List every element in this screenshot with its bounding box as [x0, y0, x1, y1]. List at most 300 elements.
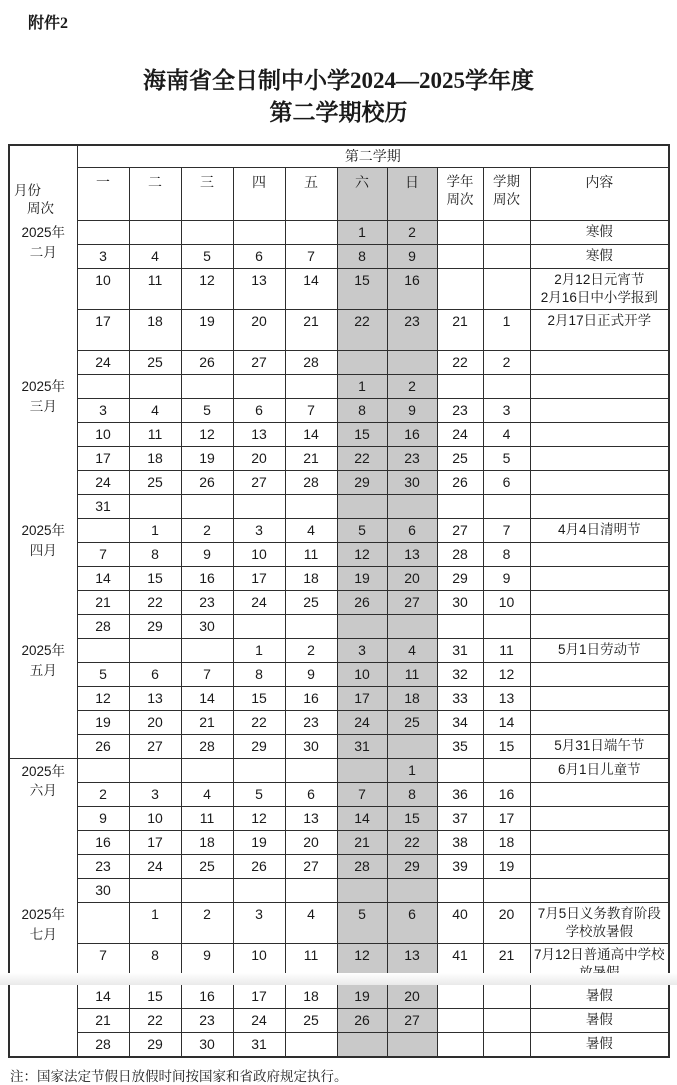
table-row: [9, 268, 669, 309]
corner-header-line-1: 月份: [14, 182, 41, 198]
table-row: [9, 758, 669, 782]
calendar-day-cell: 24: [233, 590, 285, 614]
table-row: [9, 590, 669, 614]
calendar-day-cell: 16: [387, 422, 437, 446]
year-week-cell: 32: [437, 662, 483, 686]
calendar-day-cell: 1: [233, 638, 285, 662]
year-week-cell: 21: [437, 309, 483, 350]
calendar-day-cell: 7: [181, 662, 233, 686]
calendar-day-cell: 10: [337, 662, 387, 686]
semester-week-cell: 14: [483, 710, 530, 734]
calendar-day-cell: 9: [181, 943, 233, 984]
year-week-cell: 31: [437, 638, 483, 662]
content-cell: [530, 614, 669, 638]
calendar-day-cell: 21: [337, 830, 387, 854]
year-week-cell: [437, 984, 483, 1008]
semester-week-cell: [483, 220, 530, 244]
calendar-day-cell: 18: [285, 984, 337, 1008]
day-header-thu: 四: [233, 167, 285, 220]
calendar-day-cell: 6: [233, 244, 285, 268]
calendar-day-cell: 3: [77, 244, 129, 268]
calendar-day-cell: 2: [387, 374, 437, 398]
calendar-day-cell: 20: [387, 984, 437, 1008]
calendar-day-cell: 9: [285, 662, 337, 686]
year-week-cell: [437, 374, 483, 398]
month-week-corner-header: [9, 145, 77, 220]
table-row: [9, 542, 669, 566]
calendar-day-cell: [181, 220, 233, 244]
calendar-day-cell: 12: [77, 686, 129, 710]
calendar-day-cell: 14: [77, 566, 129, 590]
semester-week-cell: [483, 244, 530, 268]
calendar-day-cell: 1: [337, 220, 387, 244]
table-row: [9, 518, 669, 542]
calendar-day-cell: 29: [129, 1032, 181, 1057]
calendar-day-cell: 8: [129, 542, 181, 566]
corner-header-line-2: 周次: [27, 200, 54, 216]
table-row: [9, 422, 669, 446]
calendar-day-cell: 28: [285, 350, 337, 374]
semester-week-cell: 5: [483, 446, 530, 470]
content-cell: [530, 830, 669, 854]
calendar-day-cell: 2: [181, 902, 233, 943]
calendar-day-cell: 23: [77, 854, 129, 878]
calendar-day-cell: 22: [129, 590, 181, 614]
table-row: [9, 614, 669, 638]
calendar-day-cell: 9: [77, 806, 129, 830]
calendar-day-cell: 25: [285, 1008, 337, 1032]
calendar-day-cell: 23: [181, 1008, 233, 1032]
calendar-day-cell: 26: [337, 1008, 387, 1032]
calendar-day-cell: 21: [77, 1008, 129, 1032]
page-title: [0, 65, 677, 129]
calendar-day-cell: 31: [337, 734, 387, 758]
calendar-day-cell: 12: [181, 422, 233, 446]
table-row: [9, 309, 669, 350]
year-week-cell: 35: [437, 734, 483, 758]
content-cell: [530, 422, 669, 446]
semester-week-cell: [483, 1032, 530, 1057]
calendar-day-cell: 3: [233, 518, 285, 542]
calendar-day-cell: 8: [337, 398, 387, 422]
calendar-day-cell: 4: [181, 782, 233, 806]
semester-week-cell: 7: [483, 518, 530, 542]
calendar-day-cell: 8: [129, 943, 181, 984]
calendar-day-cell: 21: [181, 710, 233, 734]
attachment-label: 附件2: [28, 15, 69, 32]
content-cell: 2月12日元宵节 2月16日中小学报到: [530, 268, 669, 309]
calendar-day-cell: 22: [387, 830, 437, 854]
content-cell: 寒假: [530, 220, 669, 244]
calendar-day-cell: 31: [77, 494, 129, 518]
calendar-day-cell: [285, 494, 337, 518]
calendar-day-cell: 20: [233, 446, 285, 470]
calendar-day-cell: 14: [285, 422, 337, 446]
table-row: [9, 662, 669, 686]
table-row: [9, 782, 669, 806]
calendar-day-cell: 26: [337, 590, 387, 614]
calendar-day-cell: 4: [387, 638, 437, 662]
table-row: [9, 830, 669, 854]
calendar-day-cell: [233, 614, 285, 638]
content-cell: [530, 662, 669, 686]
calendar-day-cell: [77, 758, 129, 782]
table-row: [9, 638, 669, 662]
month-label-cell: 2025年 二月: [9, 220, 77, 374]
calendar-day-cell: 3: [233, 902, 285, 943]
calendar-day-cell: 7: [77, 542, 129, 566]
calendar-day-cell: 9: [181, 542, 233, 566]
year-week-header: 学年 周次: [437, 167, 483, 220]
calendar-day-cell: 27: [285, 854, 337, 878]
calendar-day-cell: [233, 220, 285, 244]
semester-header-row: [9, 145, 669, 167]
year-week-cell: [437, 1032, 483, 1057]
calendar-day-cell: 2: [181, 518, 233, 542]
calendar-day-cell: 27: [129, 734, 181, 758]
calendar-day-cell: [337, 1032, 387, 1057]
calendar-day-cell: 24: [337, 710, 387, 734]
calendar-day-cell: 29: [387, 854, 437, 878]
semester-week-cell: 9: [483, 566, 530, 590]
table-row: [9, 566, 669, 590]
calendar-day-cell: 27: [233, 350, 285, 374]
calendar-day-cell: [77, 902, 129, 943]
content-cell: [530, 350, 669, 374]
semester-week-cell: [483, 1008, 530, 1032]
calendar-day-cell: 8: [387, 782, 437, 806]
calendar-table: [8, 144, 670, 1057]
calendar-day-cell: [387, 494, 437, 518]
calendar-day-cell: 3: [77, 398, 129, 422]
semester-week-cell: [483, 494, 530, 518]
calendar-day-cell: [337, 878, 387, 902]
table-row: [9, 220, 669, 244]
content-cell: 6月1日儿童节: [530, 758, 669, 782]
calendar-day-cell: 7: [285, 244, 337, 268]
day-header-row: [9, 167, 669, 220]
calendar-day-cell: [337, 614, 387, 638]
day-header-sat: 六: [337, 167, 387, 220]
footnote: 注：国家法定节假日放假时间按国家和省政府规定执行。: [10, 1068, 348, 1084]
content-cell: 2月17日正式开学: [530, 309, 669, 350]
calendar-day-cell: 15: [129, 566, 181, 590]
content-cell: 暑假: [530, 1032, 669, 1057]
calendar-day-cell: 11: [285, 943, 337, 984]
year-week-cell: 22: [437, 350, 483, 374]
content-cell: 暑假: [530, 1008, 669, 1032]
calendar-day-cell: 17: [77, 309, 129, 350]
content-cell: [530, 590, 669, 614]
content-cell: 4月4日清明节: [530, 518, 669, 542]
year-week-cell: 36: [437, 782, 483, 806]
calendar-day-cell: [387, 734, 437, 758]
table-row: [9, 1008, 669, 1032]
semester-week-cell: 18: [483, 830, 530, 854]
month-label-cell: 2025年 四月: [9, 518, 77, 638]
semester-week-cell: [483, 268, 530, 309]
calendar-day-cell: [387, 1032, 437, 1057]
calendar-day-cell: [233, 374, 285, 398]
semester-week-cell: 13: [483, 686, 530, 710]
calendar-day-cell: 4: [129, 398, 181, 422]
calendar-day-cell: 18: [129, 309, 181, 350]
calendar-day-cell: 19: [181, 309, 233, 350]
year-week-cell: 23: [437, 398, 483, 422]
calendar-day-cell: 4: [285, 902, 337, 943]
calendar-day-cell: 5: [337, 902, 387, 943]
semester-week-header: 学期 周次: [483, 167, 530, 220]
calendar-day-cell: 26: [181, 470, 233, 494]
calendar-day-cell: [337, 758, 387, 782]
semester-week-cell: 19: [483, 854, 530, 878]
calendar-day-cell: 6: [285, 782, 337, 806]
content-cell: 5月1日劳动节: [530, 638, 669, 662]
content-header: 内容: [530, 167, 669, 220]
page-bottom-edge: [0, 973, 677, 985]
table-row: [9, 854, 669, 878]
calendar-day-cell: 25: [387, 710, 437, 734]
calendar-day-cell: 13: [387, 943, 437, 984]
year-week-cell: 25: [437, 446, 483, 470]
calendar-day-cell: 24: [233, 1008, 285, 1032]
year-week-cell: 41: [437, 943, 483, 984]
calendar-day-cell: 18: [129, 446, 181, 470]
calendar-day-cell: 14: [181, 686, 233, 710]
year-week-cell: 30: [437, 590, 483, 614]
calendar-day-cell: [129, 374, 181, 398]
calendar-day-cell: 7: [285, 398, 337, 422]
content-cell: [530, 470, 669, 494]
calendar-day-cell: 9: [387, 398, 437, 422]
calendar-day-cell: 16: [387, 268, 437, 309]
day-header-tue: 二: [129, 167, 181, 220]
calendar-day-cell: 23: [387, 446, 437, 470]
calendar-day-cell: 5: [77, 662, 129, 686]
calendar-day-cell: [337, 350, 387, 374]
content-cell: [530, 878, 669, 902]
calendar-day-cell: 21: [285, 309, 337, 350]
calendar-day-cell: 20: [387, 566, 437, 590]
year-week-cell: [437, 878, 483, 902]
page-title-line-2: 第二学期校历: [269, 100, 408, 126]
calendar-day-cell: 18: [181, 830, 233, 854]
calendar-day-cell: 8: [233, 662, 285, 686]
calendar-day-cell: 20: [129, 710, 181, 734]
table-row: [9, 710, 669, 734]
year-week-cell: 38: [437, 830, 483, 854]
calendar-day-cell: 15: [337, 422, 387, 446]
table-row: [9, 470, 669, 494]
year-week-cell: 33: [437, 686, 483, 710]
calendar-day-cell: 10: [77, 268, 129, 309]
year-week-cell: [437, 758, 483, 782]
year-week-cell: [437, 244, 483, 268]
table-row: [9, 734, 669, 758]
calendar-day-cell: 29: [233, 734, 285, 758]
calendar-day-cell: [77, 518, 129, 542]
calendar-day-cell: 1: [337, 374, 387, 398]
calendar-day-cell: 15: [129, 984, 181, 1008]
month-label-cell: 2025年 六月: [9, 758, 77, 902]
calendar-day-cell: 5: [337, 518, 387, 542]
calendar-day-cell: 13: [233, 422, 285, 446]
calendar-day-cell: 21: [285, 446, 337, 470]
calendar-day-cell: 5: [181, 398, 233, 422]
calendar-day-cell: 22: [337, 446, 387, 470]
calendar-day-cell: 17: [129, 830, 181, 854]
calendar-day-cell: 7: [337, 782, 387, 806]
table-row: [9, 350, 669, 374]
calendar-body: [9, 220, 669, 1057]
day-header-sun: 日: [387, 167, 437, 220]
calendar-day-cell: 13: [233, 268, 285, 309]
semester-week-cell: 4: [483, 422, 530, 446]
calendar-day-cell: 11: [387, 662, 437, 686]
calendar-day-cell: [129, 878, 181, 902]
year-week-cell: 34: [437, 710, 483, 734]
day-header-fri: 五: [285, 167, 337, 220]
calendar-day-cell: 27: [233, 470, 285, 494]
semester-week-cell: 21: [483, 943, 530, 984]
calendar-day-cell: 25: [129, 350, 181, 374]
calendar-day-cell: [233, 494, 285, 518]
calendar-day-cell: 17: [233, 984, 285, 1008]
calendar-day-cell: [387, 878, 437, 902]
year-week-cell: 24: [437, 422, 483, 446]
calendar-day-cell: 2: [285, 638, 337, 662]
year-week-cell: 40: [437, 902, 483, 943]
calendar-day-cell: [285, 758, 337, 782]
calendar-day-cell: 1: [129, 902, 181, 943]
day-header-wed: 三: [181, 167, 233, 220]
calendar-day-cell: 13: [387, 542, 437, 566]
calendar-day-cell: [77, 374, 129, 398]
calendar-day-cell: 29: [337, 470, 387, 494]
content-cell: [530, 686, 669, 710]
table-row: [9, 374, 669, 398]
semester-week-cell: [483, 984, 530, 1008]
content-cell: [530, 806, 669, 830]
calendar-day-cell: [181, 878, 233, 902]
calendar-day-cell: 3: [337, 638, 387, 662]
semester-week-cell: 20: [483, 902, 530, 943]
calendar-day-cell: 31: [233, 1032, 285, 1057]
calendar-day-cell: 13: [285, 806, 337, 830]
calendar-day-cell: 2: [387, 220, 437, 244]
semester-week-cell: 16: [483, 782, 530, 806]
calendar-day-cell: 10: [233, 542, 285, 566]
table-row: [9, 244, 669, 268]
year-week-cell: 29: [437, 566, 483, 590]
month-label-cell: 2025年 七月: [9, 902, 77, 1057]
calendar-day-cell: 30: [285, 734, 337, 758]
calendar-day-cell: 12: [233, 806, 285, 830]
year-week-cell: [437, 614, 483, 638]
calendar-day-cell: [77, 220, 129, 244]
year-week-cell: 26: [437, 470, 483, 494]
content-cell: [530, 710, 669, 734]
calendar-day-cell: 24: [129, 854, 181, 878]
semester-week-cell: 10: [483, 590, 530, 614]
calendar-day-cell: 9: [387, 244, 437, 268]
year-week-cell: 28: [437, 542, 483, 566]
year-week-cell: [437, 268, 483, 309]
calendar-day-cell: 11: [129, 268, 181, 309]
calendar-day-cell: 24: [77, 350, 129, 374]
calendar-day-cell: 25: [285, 590, 337, 614]
calendar-day-cell: 21: [77, 590, 129, 614]
content-cell: 5月31日端午节: [530, 734, 669, 758]
calendar-day-cell: [129, 494, 181, 518]
calendar-day-cell: [233, 878, 285, 902]
calendar-day-cell: 16: [77, 830, 129, 854]
calendar-day-cell: 25: [181, 854, 233, 878]
page-title-line-1: 海南省全日制中小学2024—2025学年度: [143, 68, 534, 93]
calendar-day-cell: 19: [233, 830, 285, 854]
table-row: [9, 878, 669, 902]
table-row: [9, 686, 669, 710]
calendar-day-cell: 4: [129, 244, 181, 268]
year-week-cell: [437, 220, 483, 244]
calendar-day-cell: 13: [129, 686, 181, 710]
calendar-day-cell: 28: [181, 734, 233, 758]
calendar-day-cell: 6: [129, 662, 181, 686]
table-row: [9, 446, 669, 470]
calendar-day-cell: [285, 614, 337, 638]
day-header-mon: 一: [77, 167, 129, 220]
calendar-day-cell: 10: [77, 422, 129, 446]
calendar-day-cell: 2: [77, 782, 129, 806]
content-cell: [530, 566, 669, 590]
calendar-day-cell: 28: [77, 1032, 129, 1057]
content-cell: [530, 494, 669, 518]
calendar-day-cell: [181, 494, 233, 518]
calendar-day-cell: 26: [233, 854, 285, 878]
table-row: [9, 806, 669, 830]
calendar-day-cell: 19: [337, 984, 387, 1008]
calendar-day-cell: 15: [233, 686, 285, 710]
calendar-day-cell: 14: [337, 806, 387, 830]
calendar-day-cell: 28: [77, 614, 129, 638]
calendar-day-cell: 17: [77, 446, 129, 470]
calendar-day-cell: 19: [77, 710, 129, 734]
calendar-day-cell: 1: [129, 518, 181, 542]
calendar-day-cell: [337, 494, 387, 518]
semester-week-cell: 11: [483, 638, 530, 662]
calendar-day-cell: [285, 1032, 337, 1057]
month-label-cell: 2025年 三月: [9, 374, 77, 518]
table-row: [9, 902, 669, 943]
calendar-day-cell: 30: [181, 1032, 233, 1057]
calendar-day-cell: 27: [387, 590, 437, 614]
calendar-day-cell: [285, 374, 337, 398]
calendar-day-cell: 11: [181, 806, 233, 830]
calendar-day-cell: 11: [129, 422, 181, 446]
calendar-day-cell: 27: [387, 1008, 437, 1032]
calendar-day-cell: 5: [233, 782, 285, 806]
calendar-day-cell: 29: [129, 614, 181, 638]
calendar-day-cell: 16: [181, 566, 233, 590]
content-cell: [530, 854, 669, 878]
calendar-day-cell: 23: [181, 590, 233, 614]
calendar-day-cell: 28: [337, 854, 387, 878]
calendar-day-cell: 14: [285, 268, 337, 309]
content-cell: 7月5日义务教育阶段 学校放暑假: [530, 902, 669, 943]
semester-header: 第二学期: [77, 145, 669, 167]
calendar-day-cell: 22: [233, 710, 285, 734]
calendar-day-cell: [285, 220, 337, 244]
